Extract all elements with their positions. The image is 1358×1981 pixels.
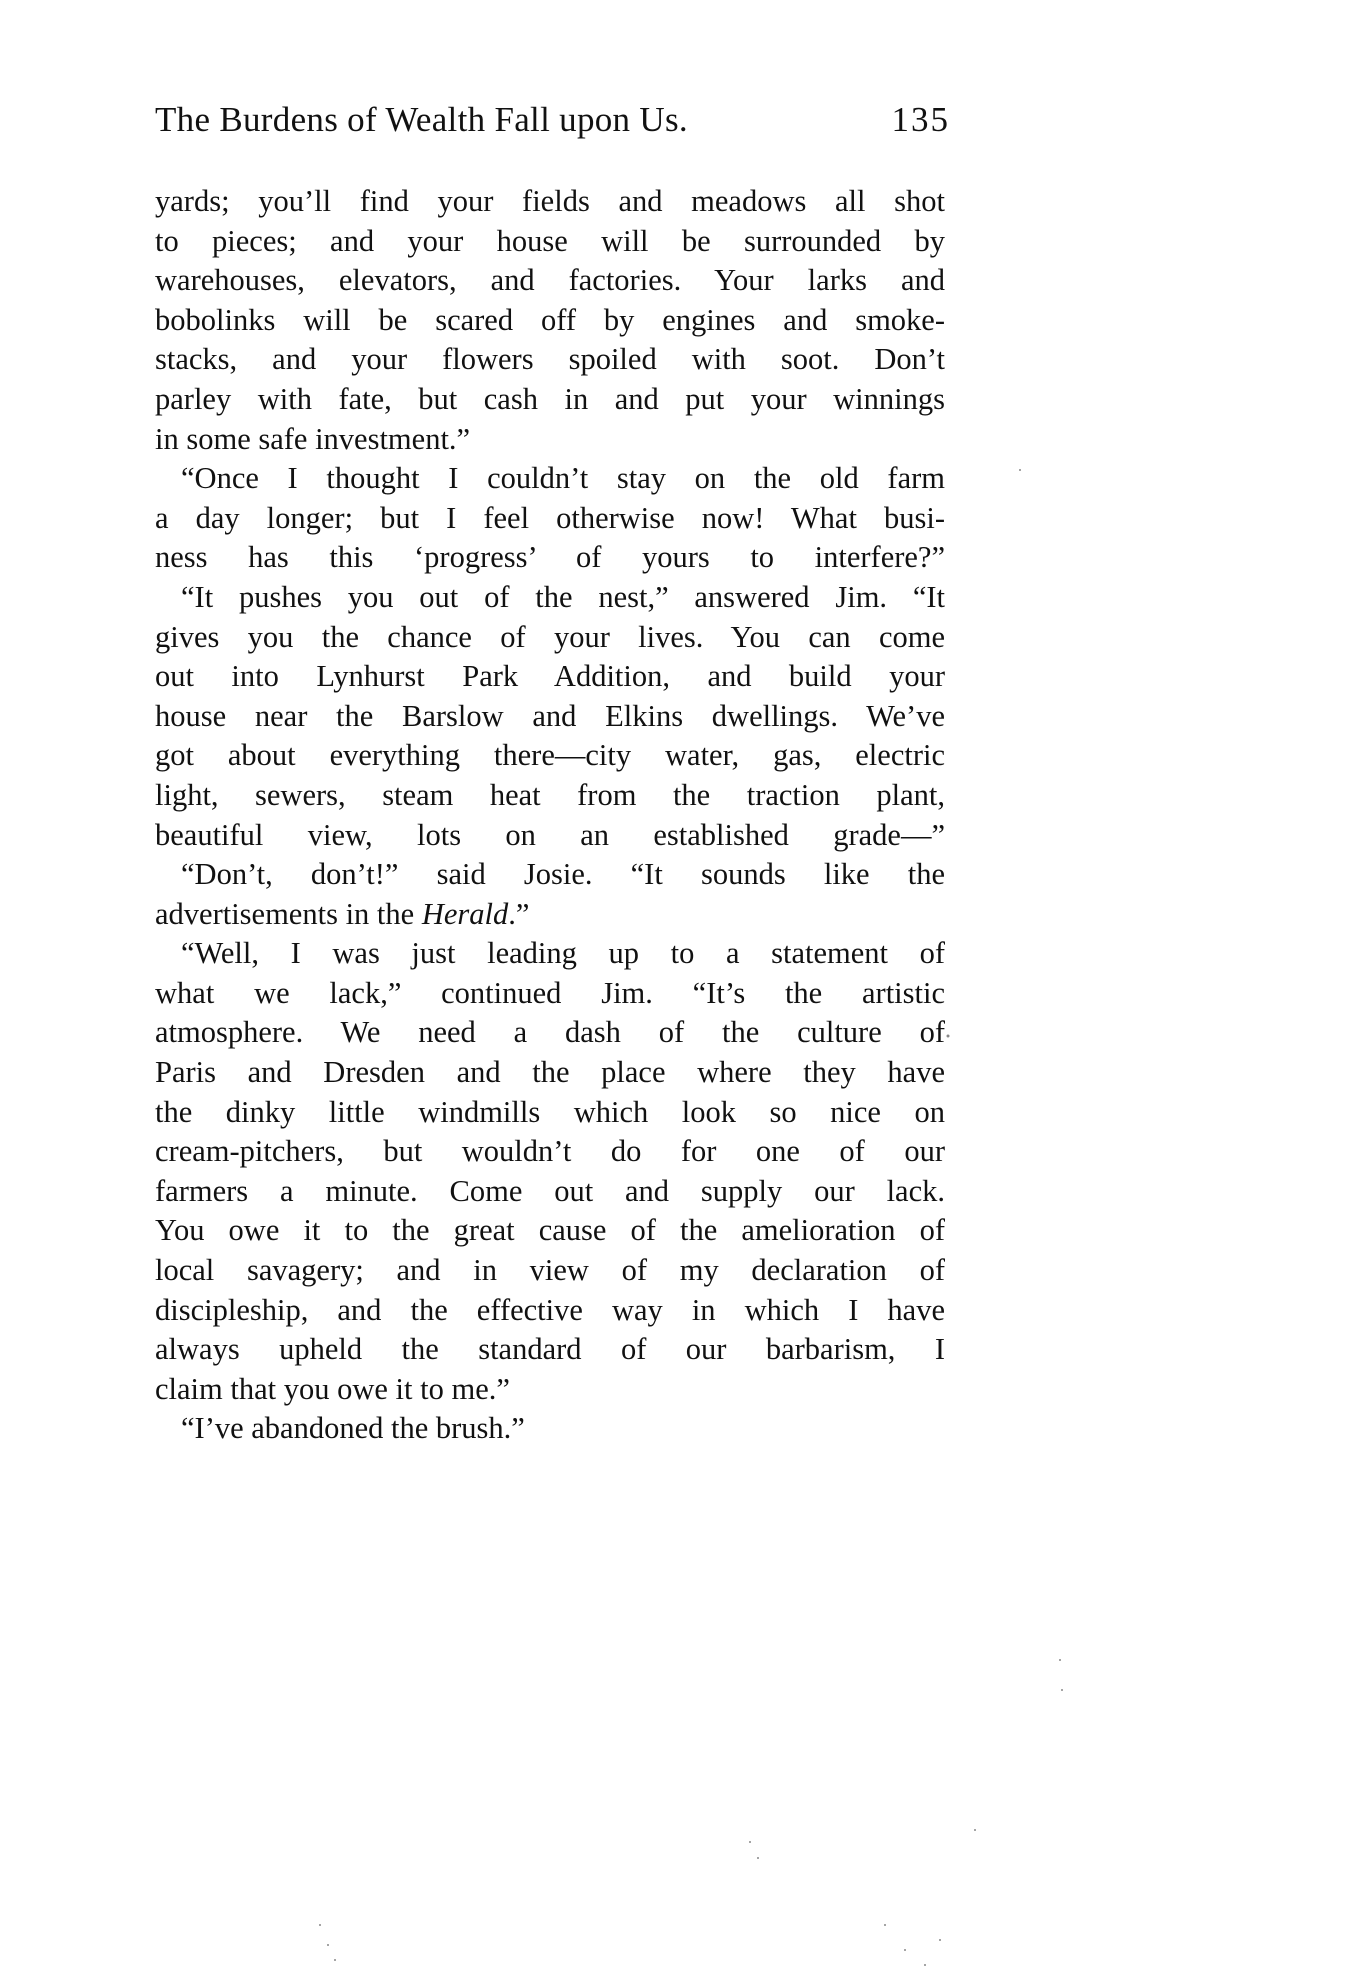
text-line: You owe it to the great cause of the amelioration of [155, 1213, 945, 1248]
text-line: bobolinks will be scared off by engines and smoke- [155, 302, 945, 337]
text-line: yards; you’ll find your fields and meadows all shot [155, 184, 945, 218]
text-line: atmosphere. We need a dash of the culture of [155, 1015, 945, 1050]
text-line: a day longer; but I feel otherwise now! What busi- [155, 500, 945, 535]
text-line: “Don’t, don’t!” said Josie. “It sounds like the [181, 857, 945, 892]
text-line: always upheld the standard of our barbarism, I [155, 1332, 945, 1367]
speck [947, 1035, 950, 1038]
running-head [155, 100, 950, 156]
speck [319, 1924, 321, 1926]
speck [974, 1829, 976, 1831]
speck [1059, 1659, 1061, 1661]
text-line: got about everything there—city water, gas, electric [155, 738, 945, 773]
italic-title: Herald [421, 896, 509, 931]
text-line: “It pushes you out of the nest,” answered Jim. “It [181, 579, 945, 614]
text-line: Paris and Dresden and the place where they have [155, 1055, 945, 1090]
text-line: the dinky little windmills which look so nice on [155, 1094, 945, 1129]
text-line: discipleship, and the effective way in which I have [155, 1292, 945, 1327]
speck [334, 1959, 336, 1961]
text-line: what we lack,” continued Jim. “It’s the artistic [155, 975, 945, 1010]
text-line: warehouses, elevators, and factories. Your larks and [155, 263, 945, 298]
text-line: cream-pitchers, but wouldn’t do for one of our [155, 1134, 945, 1169]
text-line: to pieces; and your house will be surrounded by [155, 223, 945, 258]
text-line: “Well, I was just leading up to a statement of [181, 936, 945, 971]
text-segment: .” [508, 896, 530, 931]
running-title: The Burdens of Wealth Fall upon Us. [155, 100, 688, 139]
text-line: claim that you owe it to me.” [155, 1371, 510, 1406]
text-line [155, 895, 945, 935]
text-line: parley with fate, but cash in and put your winnings [155, 381, 945, 416]
text-segment: advertisements in the [155, 896, 422, 931]
text-line: light, sewers, steam heat from the traction plant, [155, 777, 945, 812]
text-line: “I’ve abandoned the brush.” [181, 1411, 525, 1446]
speck [939, 1939, 941, 1941]
speck [1019, 469, 1021, 471]
speck [904, 1949, 906, 1951]
text-line: “Once I thought I couldn’t stay on the old farm [181, 461, 945, 496]
speck [1061, 1689, 1063, 1691]
text-line: farmers a minute. Come out and supply our lack. [155, 1173, 945, 1208]
text-line: gives you the chance of your lives. You can come [155, 619, 945, 654]
text-line: house near the Barslow and Elkins dwellings. We’ve [155, 698, 945, 733]
text-line: beautiful view, lots on an established grade—” [155, 817, 945, 852]
text-line: out into Lynhurst Park Addition, and build your [155, 659, 945, 694]
text-line: local savagery; and in view of my declaration of [155, 1253, 945, 1288]
text-line: stacks, and your flowers spoiled with soot. Don’t [155, 342, 945, 377]
page-number: 135 [891, 100, 950, 139]
speck [924, 1964, 926, 1966]
body-text [155, 182, 945, 1449]
text-line: ness has this ‘progress’ of yours to interfere?” [155, 540, 945, 575]
speck [749, 1841, 751, 1843]
speck [884, 1924, 886, 1926]
speck [757, 1857, 759, 1859]
text-line: in some safe investment.” [155, 421, 471, 456]
speck [327, 1944, 329, 1946]
